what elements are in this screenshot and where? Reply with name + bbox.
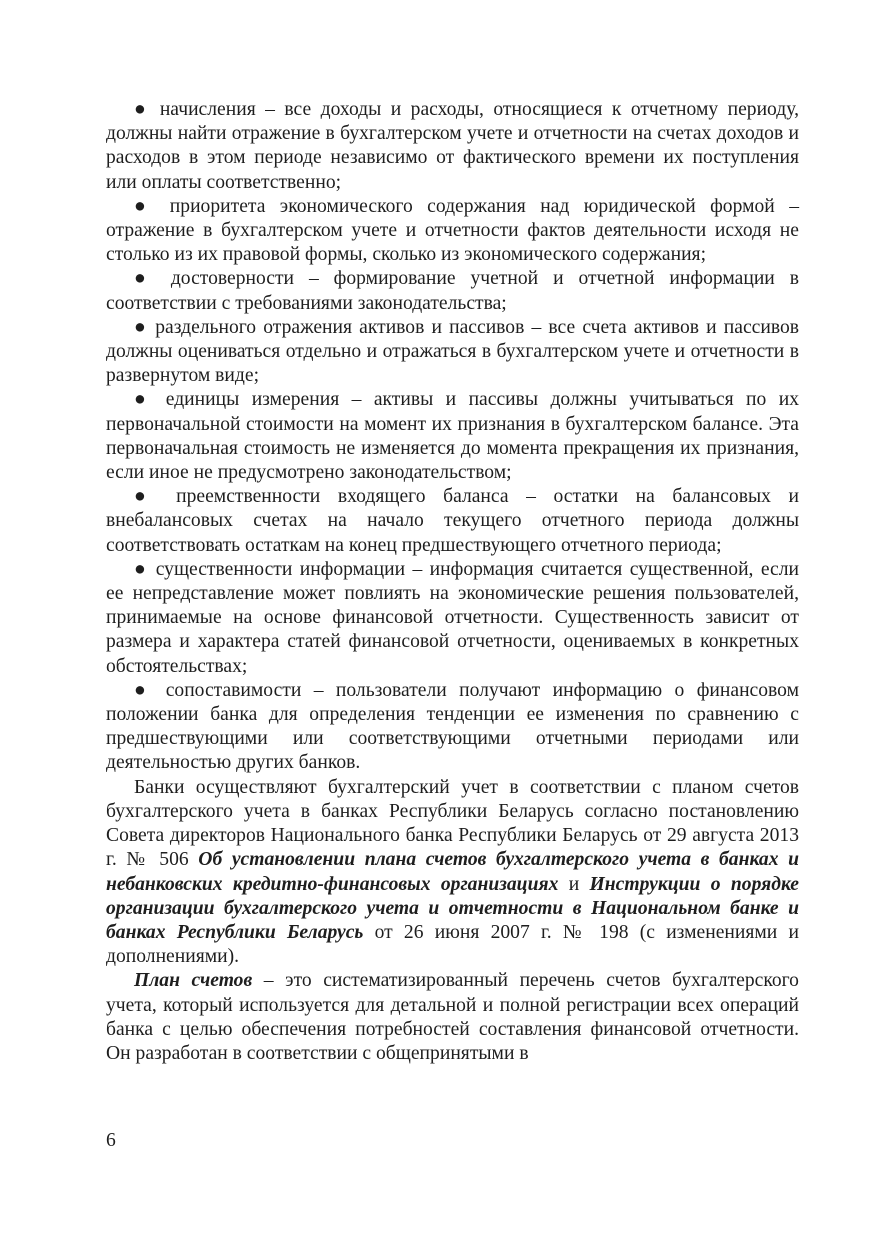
paragraph-text: – это систематизированный перечень счетов бухгалтерского учета, который используется для детальной и полной регистрации всех операций банка с целью обеспечения потребностей составления финансовой отчетности. Он разработан в соответствии с общепринятыми в	[106, 970, 799, 1064]
paragraph-comparability	[106, 679, 799, 776]
paragraph-accrual	[106, 98, 799, 195]
paragraph-text: ● достоверности – формирование учетной и отчетной информации в соответствии с требованиями законодательства;	[106, 268, 799, 314]
paragraph-substance-over-form	[106, 195, 799, 268]
paragraph-text: и	[558, 873, 590, 895]
paragraph-text: ● приоритета экономического содержания над юридической формой – отражение в бухгалтерском учете и отчетности фактов деятельности исходя не столько из их правовой формы, сколько из экономического содержания;	[106, 195, 799, 266]
paragraph-text: ● преемственности входящего баланса – остатки на балансовых и внебалансовых счетах на начало текущего отчетного периода должны соответствовать остаткам на конец предшествующего отчетного периода;	[106, 486, 799, 556]
paragraph-text: Банки осуществляют бухгалтерский учет в соответствии с планом счетов бухгалтерского учета в банках Республики Беларусь согласно постановлению Совета директоров Национального банка Республики Беларусь от 29 августа 2013 г. № 506	[106, 776, 799, 871]
paragraph-text: ● сопоставимости – пользователи получают информацию о финансовом положении банка для определения тенденции ее изменения по сравнению с предшествующими или соответствующими отчетными периодами или деятельностью других банков.	[106, 679, 799, 774]
paragraph-text: ● единицы измерения – активы и пассивы должны учитываться по их первоначальной стоимости на момент их признания в бухгалтерском балансе. Эта первоначальная стоимость не изменяется до момента прекращения их признания, если иное не предусмотрено законодательством;	[106, 389, 799, 484]
body-text	[106, 98, 799, 1066]
page-number: 6	[106, 1130, 116, 1151]
instruction-title: Инструкции о порядке организации бухгалтерского учета и отчетности в Национальном банке и банках Республики Беларусь	[106, 873, 799, 943]
paragraph-materiality	[106, 558, 799, 679]
paragraph-chart-of-accounts-definition	[106, 969, 799, 1066]
paragraph-text: ● раздельного отражения активов и пассивов – все счета активов и пассивов должны оцениваться отдельно и отражаться в бухгалтерском учете и отчетности в развернутом виде;	[106, 316, 799, 387]
paragraph-unit-of-measure	[106, 388, 799, 485]
term-chart-of-accounts: План счетов	[134, 970, 253, 992]
paragraph-text: ● существенности информации – информация считается существенной, если ее непредставление может повлиять на экономические решения пользователей, принимаемые на основе финансовой отчетности. Существенность зависит от размера и характера статей финансовой отчетности, оцениваемых в конкретных обстоятельствах;	[106, 558, 799, 677]
paragraph-chart-of-accounts-regulation	[106, 776, 799, 970]
regulation-title: Об установлении плана счетов бухгалтерского учета в банках и небанковских кредитно-финансовых организациях	[106, 849, 799, 895]
paragraph-separate-reporting	[106, 316, 799, 389]
paragraph-text: ● начисления – все доходы и расходы, относящиеся к отчетному периоду, должны найти отражение в бухгалтерском учете и отчетности на счетах доходов и расходов в этом периоде независимо от фактического времени их поступления или оплаты соответственно;	[106, 99, 799, 193]
paragraph-reliability	[106, 267, 799, 315]
paragraph-text: от 26 июня 2007 г. № 198 (с изменениями и дополнениями).	[106, 921, 799, 968]
paragraph-continuity	[106, 485, 799, 558]
